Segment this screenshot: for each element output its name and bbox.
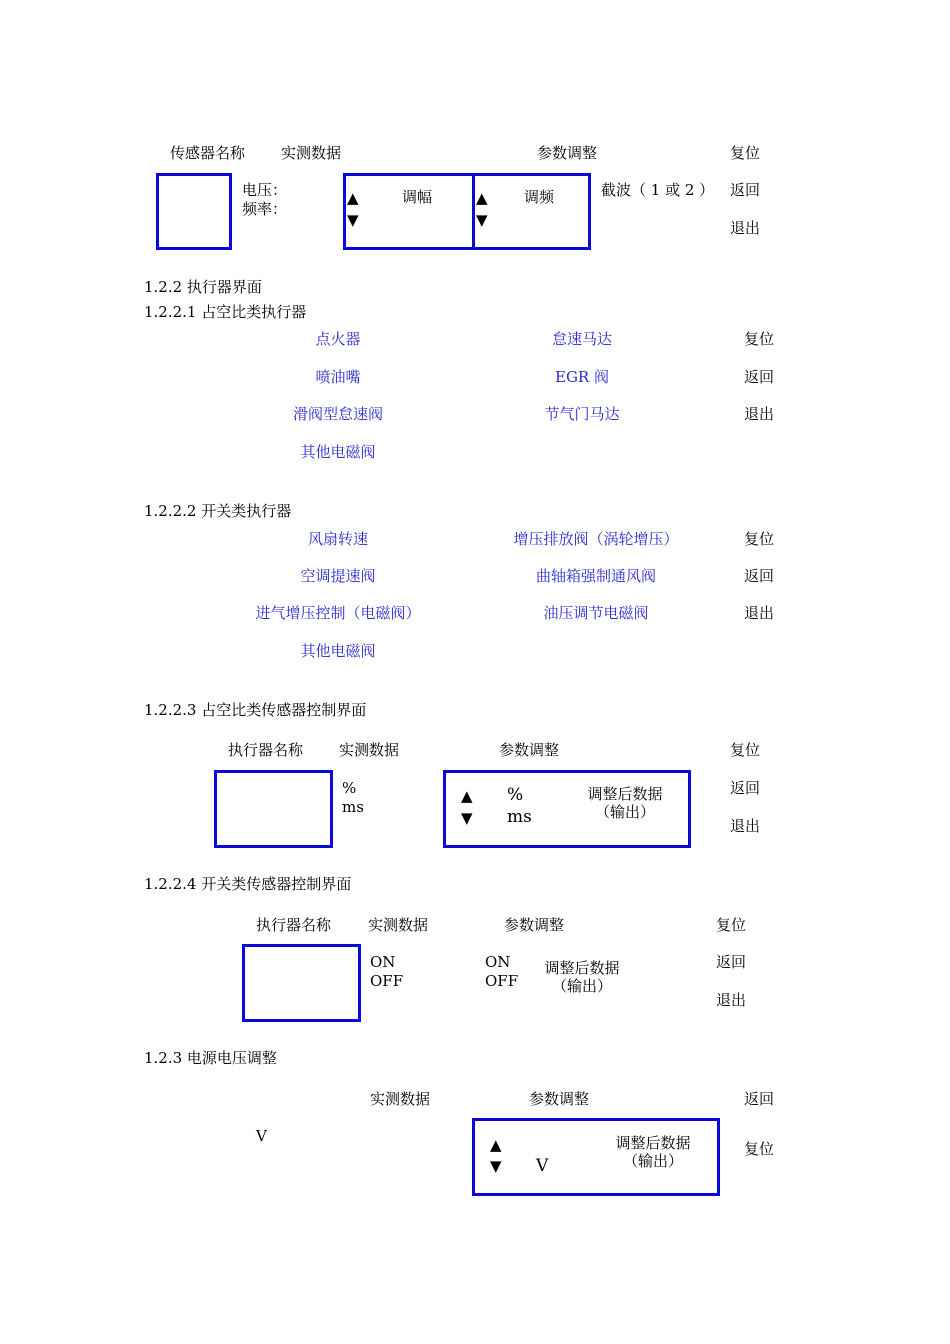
output-label: （输出）	[594, 803, 655, 821]
measured-off-value: OFF	[370, 972, 404, 990]
subsection-title-switch-sensor-control: 1.2.2.4 开关类传感器控制界面	[144, 875, 352, 893]
actuator-item-fan-speed[interactable]: 风扇转速	[307, 530, 368, 548]
exit-button[interactable]: 退出	[730, 817, 761, 835]
header-measured-data: 实测数据	[370, 1090, 431, 1108]
frequency-adjust-label: 调频	[524, 188, 555, 206]
measured-percent-unit: %	[342, 779, 357, 797]
sensor-name-box[interactable]	[156, 173, 232, 250]
back-button[interactable]: 返回	[744, 1090, 775, 1108]
adjusted-data-label: 调整后数据	[587, 785, 663, 803]
subsection-title-duty-actuator: 1.2.2.1 占空比类执行器	[144, 303, 307, 321]
actuator-item-oil-pressure-solenoid[interactable]: 油压调节电磁阀	[543, 604, 649, 622]
actuator-name-box[interactable]	[242, 944, 361, 1022]
reset-button[interactable]: 复位	[744, 530, 775, 548]
header-param-adjust: 参数调整	[537, 144, 598, 162]
back-button[interactable]: 返回	[744, 567, 775, 585]
actuator-item-idle-motor[interactable]: 怠速马达	[551, 330, 612, 348]
exit-button[interactable]: 退出	[744, 604, 775, 622]
param-divider	[472, 173, 475, 250]
param-percent-unit: %	[507, 785, 524, 805]
header-measured-data: 实测数据	[339, 741, 400, 759]
header-param-adjust: 参数调整	[529, 1090, 590, 1108]
section-title-actuator: 1.2.2 执行器界面	[144, 278, 262, 296]
adjusted-data-label: 调整后数据	[544, 959, 620, 977]
header-actuator-name: 执行器名称	[228, 741, 304, 759]
header-param-adjust: 参数调整	[499, 741, 560, 759]
header-sensor-name: 传感器名称	[170, 144, 246, 162]
reset-button[interactable]: 复位	[730, 741, 761, 759]
frequency-label: 频率：	[242, 200, 288, 218]
param-off-option[interactable]: OFF	[485, 972, 519, 990]
back-button[interactable]: 返回	[730, 779, 761, 797]
measured-voltage-unit: V	[256, 1127, 267, 1145]
actuator-item-slide-valve[interactable]: 滑阀型怠速阀	[292, 405, 383, 423]
param-ms-unit: ms	[507, 807, 532, 827]
actuator-item-pcv-valve[interactable]: 曲轴箱强制通风阀	[535, 567, 656, 585]
measured-on-value: ON	[370, 953, 396, 971]
frequency-down-arrow-icon[interactable]: ▼	[476, 211, 488, 229]
subsection-title-switch-actuator: 1.2.2.2 开关类执行器	[144, 502, 292, 520]
output-label: （输出）	[622, 1152, 683, 1170]
up-arrow-icon[interactable]: ▲	[461, 787, 473, 805]
amplitude-up-arrow-icon[interactable]: ▲	[347, 189, 359, 207]
exit-button[interactable]: 退出	[716, 991, 747, 1009]
reset-button[interactable]: 复位	[730, 144, 761, 162]
chop-wave-option[interactable]: 截波（ 1 或 2 ）	[601, 181, 715, 199]
actuator-item-ac-idle-up[interactable]: 空调提速阀	[300, 567, 376, 585]
actuator-item-boost-control[interactable]: 进气增压控制（电磁阀）	[255, 604, 421, 622]
output-label: （输出）	[551, 977, 612, 995]
down-arrow-icon[interactable]: ▼	[490, 1157, 502, 1175]
back-button[interactable]: 返回	[744, 368, 775, 386]
reset-button[interactable]: 复位	[744, 330, 775, 348]
header-measured-data: 实测数据	[368, 916, 429, 934]
header-param-adjust: 参数调整	[504, 916, 565, 934]
reset-button[interactable]: 复位	[744, 1140, 775, 1158]
param-voltage-unit: V	[536, 1156, 549, 1176]
voltage-label: 电压：	[242, 181, 288, 199]
exit-button[interactable]: 退出	[730, 219, 761, 237]
frequency-up-arrow-icon[interactable]: ▲	[476, 189, 488, 207]
actuator-item-wastegate[interactable]: 增压排放阀（涡轮增压）	[513, 530, 679, 548]
header-actuator-name: 执行器名称	[256, 916, 332, 934]
param-adjust-box	[343, 173, 591, 250]
subsection-title-duty-sensor-control: 1.2.2.3 占空比类传感器控制界面	[144, 701, 367, 719]
reset-button[interactable]: 复位	[716, 916, 747, 934]
measured-ms-unit: ms	[342, 798, 364, 816]
actuator-name-box[interactable]	[214, 770, 333, 848]
exit-button[interactable]: 退出	[744, 405, 775, 423]
actuator-item-throttle-motor[interactable]: 节气门马达	[544, 405, 620, 423]
actuator-item-injector[interactable]: 喷油嘴	[315, 368, 361, 386]
section-title-power-voltage: 1.2.3 电源电压调整	[144, 1049, 277, 1067]
amplitude-label: 调幅	[402, 188, 433, 206]
actuator-item-igniter[interactable]: 点火器	[315, 330, 361, 348]
actuator-item-other-solenoid[interactable]: 其他电磁阀	[300, 642, 376, 660]
param-on-option[interactable]: ON	[485, 953, 511, 971]
down-arrow-icon[interactable]: ▼	[461, 809, 473, 827]
actuator-item-other-solenoid[interactable]: 其他电磁阀	[300, 443, 376, 461]
adjusted-data-label: 调整后数据	[615, 1134, 691, 1152]
actuator-item-egr-valve[interactable]: EGR 阀	[555, 368, 609, 386]
amplitude-down-arrow-icon[interactable]: ▼	[347, 211, 359, 229]
back-button[interactable]: 返回	[716, 953, 747, 971]
header-measured-data: 实测数据	[281, 144, 342, 162]
up-arrow-icon[interactable]: ▲	[490, 1136, 502, 1154]
back-button[interactable]: 返回	[730, 181, 761, 199]
